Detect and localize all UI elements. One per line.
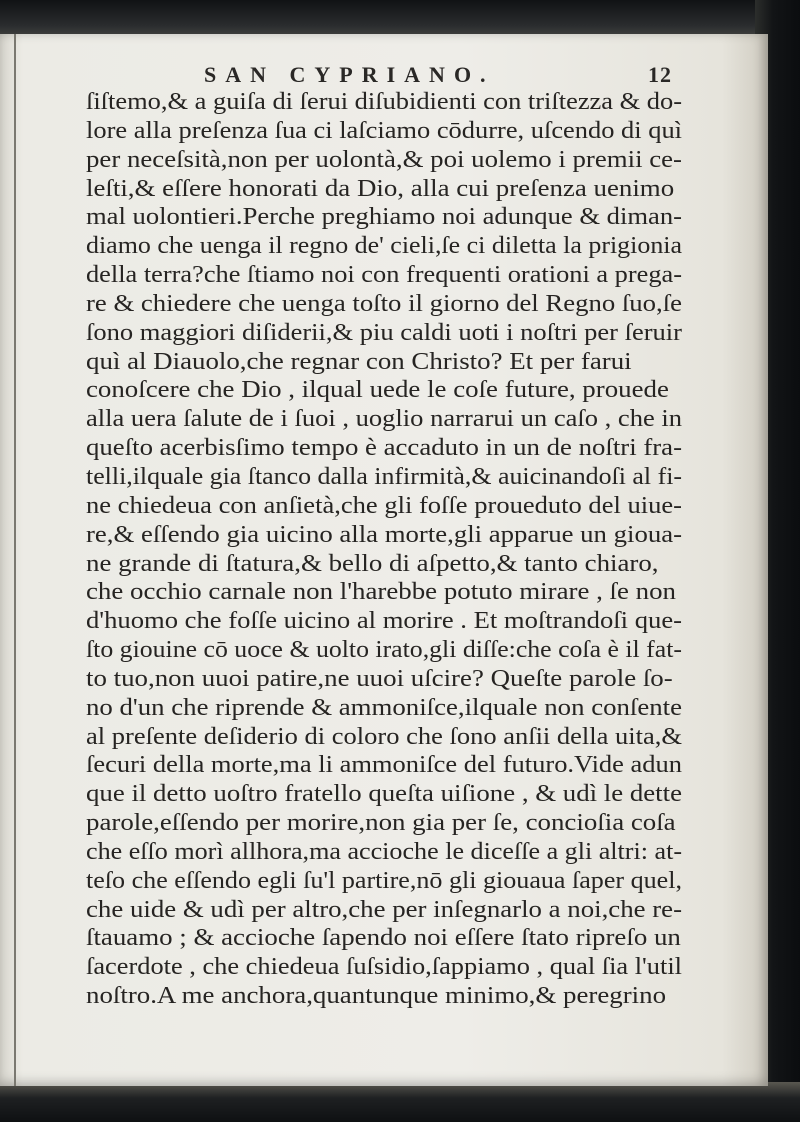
text-line: noſtro.A me anchora,quantunque minimo,& peregrino <box>86 983 667 1010</box>
text-line: al preſente deſiderio di coloro che ſono anſii della uita,& <box>86 723 683 750</box>
text-line: telli,ilquale gia ſtanco dalla infirmità,& auicinandoſi al fi- <box>86 463 683 490</box>
text-line: no d'un che riprende & ammoniſce,ilquale non conſente <box>86 694 683 721</box>
text-line: alla uera ſalute de i ſuoi , uoglio narrarui un caſo , che in <box>86 406 683 433</box>
text-line: per neceſsità,non per uolontà,& poi uolemo i premii ce- <box>86 146 682 173</box>
text-line: teſo che eſſendo egli ſu'l partire,nō gli giouaua ſaper quel, <box>86 867 683 894</box>
text-line: ſto giouine cō uoce & uolto irato,gli diſſe:che coſa è il fat- <box>86 637 682 664</box>
text-line: della terra?che ſtiamo noi con frequenti orationi a prega- <box>86 262 683 289</box>
scan-border-bottom <box>0 1082 800 1122</box>
text-line: ſono maggiori diſiderii,& piu caldi uoti i noſtri per ſeruir <box>86 319 683 346</box>
text-line: parole,eſſendo per morire,non gia per ſe, concioſia coſa <box>86 810 676 837</box>
text-line: que il detto uoſtro fratello queſta uiſione , & udì le dette <box>86 781 683 808</box>
text-line: leſti,& eſſere honorati da Dio, alla cui preſenza uenimo <box>86 175 675 202</box>
body-text <box>86 88 682 1011</box>
text-line: ſiſtemo,& a guiſa di ſerui diſubidienti con triſtezza & do- <box>86 89 683 115</box>
text-line: che uide & udì per altro,che per inſegnarlo a noi,che re- <box>86 896 683 923</box>
text-line: to tuo,non uuoi patire,ne uuoi uſcire? Queſte parole ſo- <box>86 665 673 692</box>
text-line: d'huomo che foſſe uicino al morire . Et moſtrandoſi que- <box>86 608 682 635</box>
text-line: diamo che uenga il regno de' cieli,ſe ci diletta la prigionia <box>86 233 683 260</box>
text-line: lore alla preſenza ſua ci laſciamo cōdurre, uſcendo di quì <box>86 117 683 144</box>
text-line: ſecuri della morte,ma li ammoniſce del futuro.Vide adun <box>86 752 682 779</box>
text-line: queſto acerbisſimo tempo è accaduto in un de noſtri fra- <box>86 435 683 462</box>
text-line: conoſcere che Dio , ilqual uede le coſe future, prouede <box>86 377 669 404</box>
book-page <box>0 34 768 1086</box>
text-line: ne chiedeua con anſietà,che gli foſſe proueduto del uiue- <box>86 492 682 519</box>
page-gutter-line <box>14 34 16 1086</box>
text-line: che occhio carnale non l'harebbe potuto mirare , ſe non <box>86 579 676 606</box>
text-line: che eſſo morì allhora,ma accioche le diceſſe a gli altri: at- <box>86 838 683 865</box>
text-line: ne grande di ſtatura,& bello di aſpetto,& tanto chiaro, <box>86 550 659 577</box>
text-line: re,& eſſendo gia uicino alla morte,gli apparue un gioua- <box>86 521 683 548</box>
text-line: mal uolontieri.Perche preghiamo noi adunque & diman- <box>86 204 683 231</box>
running-title: SAN CYPRIANO. <box>204 62 495 87</box>
page-number: 12 <box>648 62 672 87</box>
text-line: ſtauamo ; & accioche ſapendo noi eſſere ſtato ripreſo un <box>86 925 681 952</box>
text-line: quì al Diauolo,che regnar con Christo? Et per farui <box>86 348 632 375</box>
text-line: ſacerdote , che chiedeua ſuſsidio,ſappiamo , qual ſia l'util <box>86 954 682 981</box>
text-line: re & chiedere che uenga toſto il giorno del Regno ſuo,ſe <box>86 290 683 317</box>
